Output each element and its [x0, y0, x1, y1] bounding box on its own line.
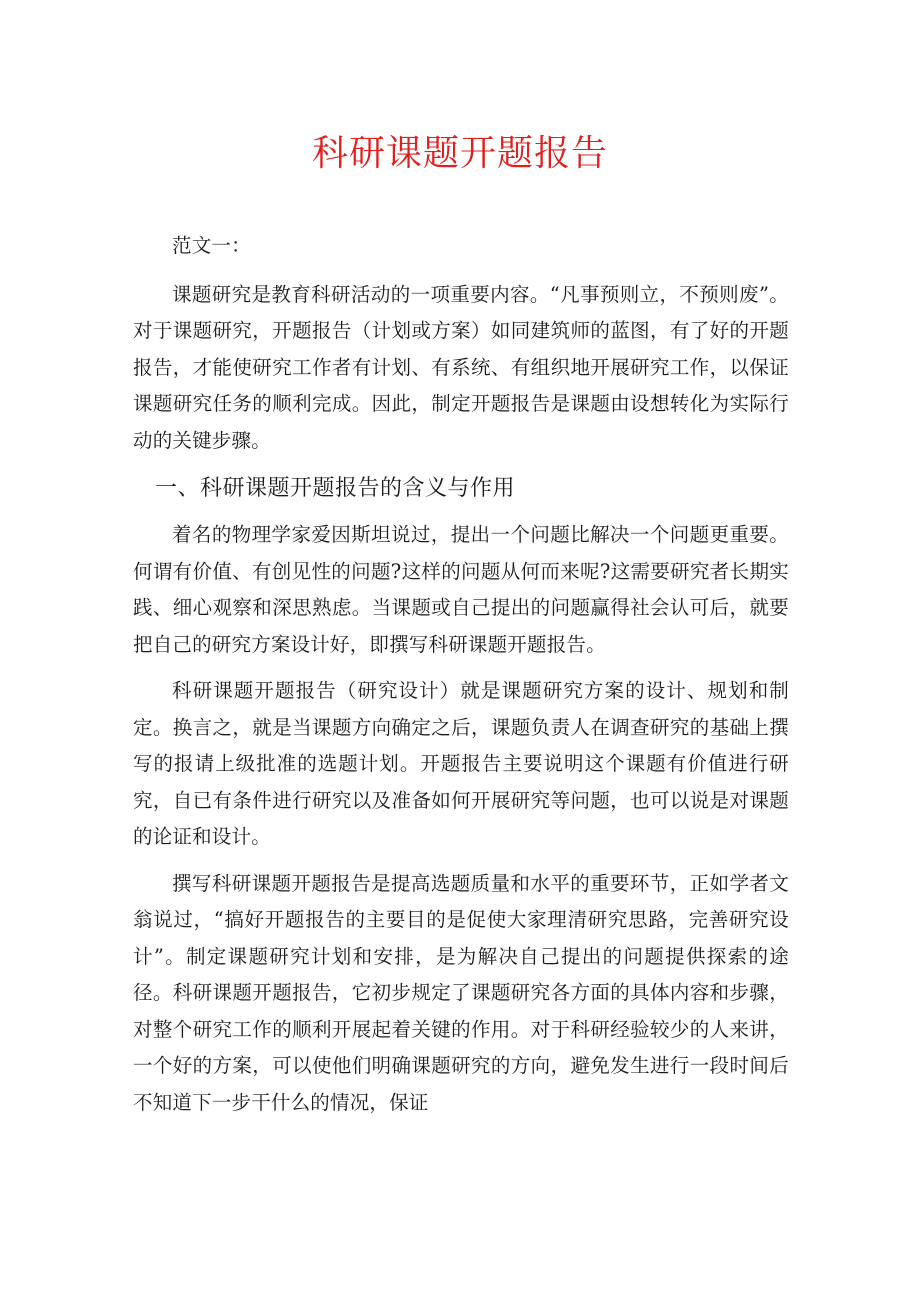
document-body	[133, 228, 789, 1131]
section-heading: 一、科研课题开题报告的含义与作用	[155, 476, 516, 501]
section-paragraph-1: 着名的物理学家爱因斯坦说过，提出一个问题比解决一个问题更重要。何谓有价值、有创见性的问题?这样的问题从何而来呢?这需要研究者长期实践、细心观察和深思熟虑。当课题或自己提出的问题赢得社会认可后，就要把自己的研究方案设计好，即撰写科研课题开题报告。	[133, 523, 789, 656]
section-paragraph-3: 撰写科研课题开题报告是提高选题质量和水平的重要环节，正如学者文翁说过，“搞好开题报告的主要目的是促使大家理清研究思路，完善研究设计”。制定课题研究计划和安排，是为解决自己提出的问题提供探索的途径。科研课题开题报告，它初步规定了课题研究各方面的具体内容和步骤，对整个研究工作的顺利开展起着关键的作用。对于科研经验较少的人来讲，一个好的方案，可以使他们明确课题研究的方向，避免发生进行一段时间后不知道下一步干什么的情况，保证	[133, 871, 789, 1114]
sample-label: 范文一：	[172, 234, 251, 257]
intro-paragraph: 课题研究是教育科研活动的一项重要内容。“凡事预则立，不预则废”。对于课题研究，开题报告（计划或方案）如同建筑师的蓝图，有了好的开题报告，才能使研究工作者有计划、有系统、有组织地开展研究工作，以保证课题研究任务的顺利完成。因此，制定开题报告是课题由设想转化为实际行动的关键步骤。	[133, 282, 789, 452]
document-title: 科研课题开题报告	[311, 133, 608, 174]
section-paragraph-2: 科研课题开题报告（研究设计）就是课题研究方案的设计、规划和制定。换言之，就是当课题方向确定之后，课题负责人在调查研究的基础上撰写的报请上级批准的选题计划。开题报告主要说明这个课题有价值进行研究，自已有条件进行研究以及准备如何开展研究等问题，也可以说是对课题的论证和设计。	[133, 679, 789, 848]
